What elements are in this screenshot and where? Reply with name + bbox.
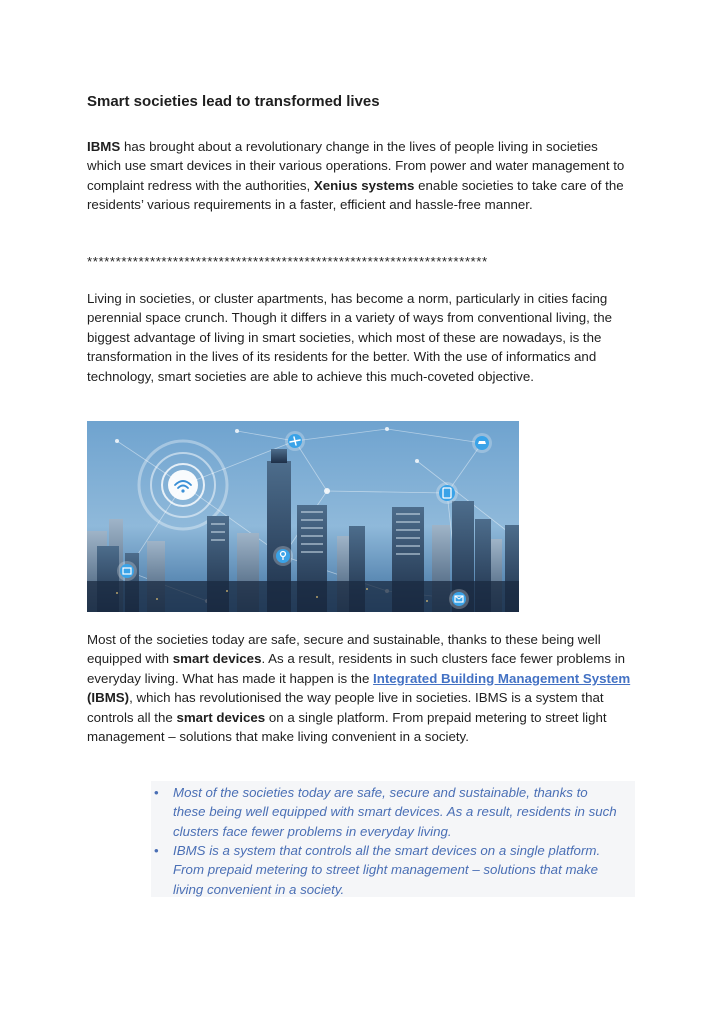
page-title: Smart societies lead to transformed lives <box>87 93 380 110</box>
list-item-text: IBMS is a system that controls all the smart devices on a single platform. From prepaid metering to street light management – solutions that make living convenient in a society. <box>173 843 601 897</box>
intro-text-2: enable societies to take care of the residents’ various requirements in a faster, efficient and hassle-free manner. <box>87 177 624 213</box>
smart-devices-bold: smart devices <box>172 651 262 667</box>
smart-devices-bold-2: smart devices <box>176 709 266 725</box>
ibms-bold: IBMS <box>87 139 121 154</box>
intro-text-1: has brought about a revolutionary change in the lives of people living in societies which use smart devices in their various operations. From power and water management to complaint redress with the authorities, <box>87 139 625 193</box>
bullet-icon: • <box>154 843 159 858</box>
list-item-text: Most of the societies today are safe, secure and sustainable, thanks to these being well equipped with smart devices. As a result, residents in such clusters face fewer problems in everyday living. <box>173 785 617 839</box>
intro-paragraph <box>87 137 635 215</box>
smart-city-illustration <box>87 421 519 612</box>
list-item <box>151 783 619 841</box>
list-item <box>151 841 619 899</box>
p3-text-1: Most of the societies today are safe, secure and sustainable, thanks to these being well equipped with <box>87 632 601 667</box>
separator-line: ********************************************************************** <box>87 254 488 269</box>
ibms-abbrev-bold: (IBMS) <box>87 690 130 706</box>
ibms-link[interactable]: Integrated Building Management System <box>373 670 631 686</box>
p3-text-2: . As a result, residents in such clusters face fewer problems in everyday living. What has made it happen is the <box>87 651 626 686</box>
paragraph-smart-devices <box>87 630 635 746</box>
summary-callout <box>151 781 635 897</box>
xenius-bold: Xenius systems <box>313 177 415 193</box>
p3-text-4: , which has revolutionised the way people live in societies. IBMS is a system that controls all the <box>87 690 604 725</box>
p3-text-5: on a single platform. From prepaid metering to street light management – solutions that make living convenient in a society. <box>87 709 607 745</box>
bullet-icon: • <box>154 785 159 800</box>
paragraph-living-in-societies: Living in societies, or cluster apartments, has become a norm, particularly in cities facing perennial space crunch. Though it differs in a variety of ways from conventional living, the biggest advantage of living in smart societies, which most of these are nowadays, is the transformation in the lives of its residents for the better. With the use of informatics and technology, smart societies are able to achieve this much-coveted objective. <box>87 291 613 384</box>
